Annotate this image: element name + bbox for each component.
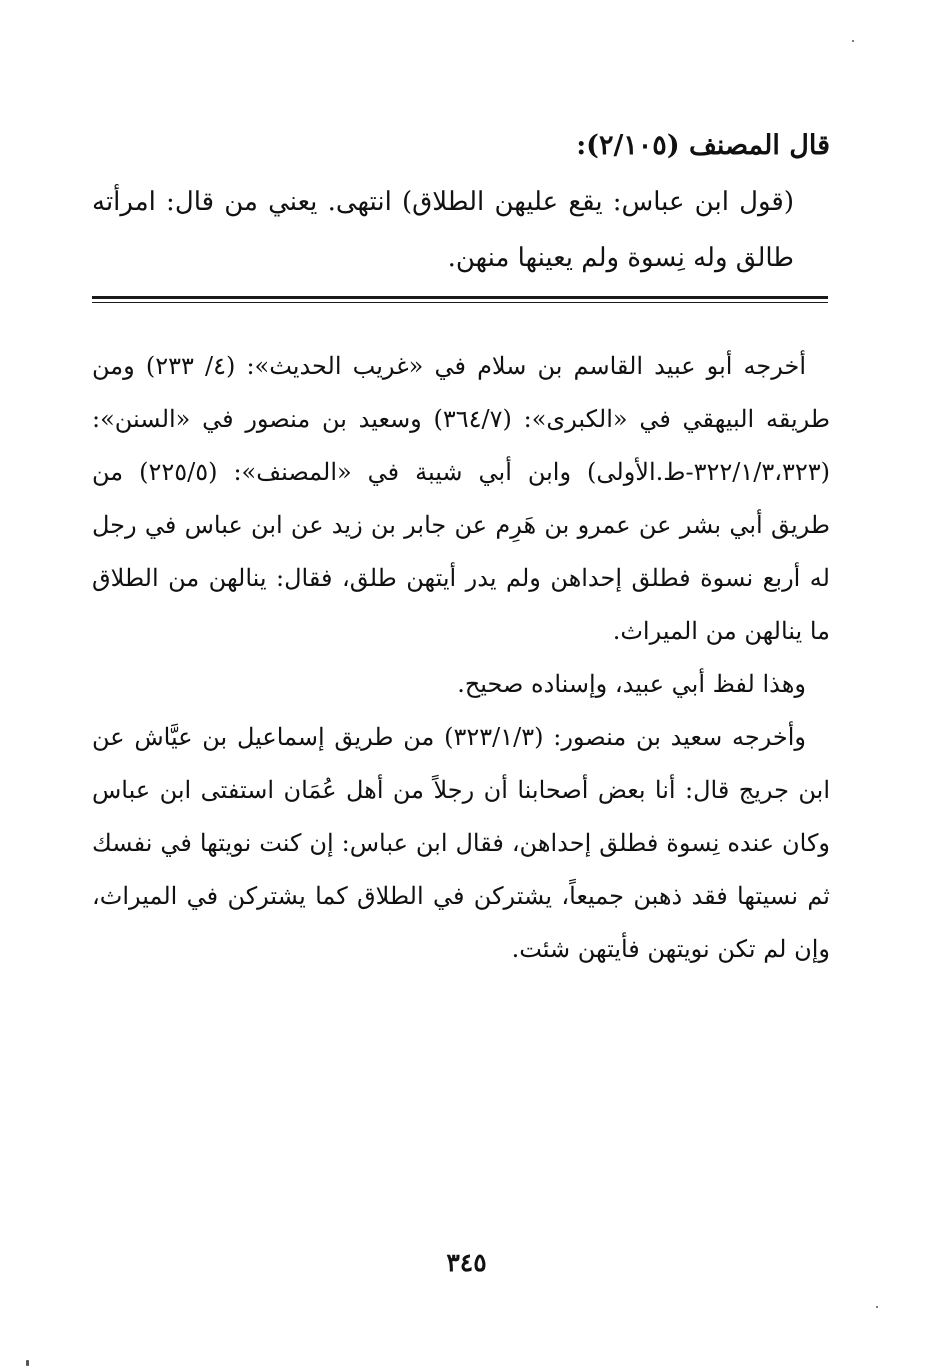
footnote-separator-thick	[92, 296, 828, 299]
footnote-separator-thin	[92, 302, 828, 303]
footnote-paragraph: وأخرجه سعيد بن منصور: (٣٢٣/١/٣) من طريق إسماعيل بن عيَّاش عن ابن جريج قال: أنا بعض أصحابنا أن رجلاً من أهل عُمَان استفتى ابن عباس وكان عنده نِسوة فطلق إحداهن، فقال ابن عباس: إن كنت نويتها في نفسك ثم نسيتها فقد ذهبن جميعاً، يشتركن في الطلاق كما يشتركن في الميراث، وإن لم تكن نويتهن فأيتهن شئت.	[92, 723, 830, 963]
scan-speck	[876, 1306, 878, 1308]
section-heading: قال المصنف (٢/١٠٥):	[576, 130, 830, 161]
scan-speck	[852, 40, 854, 42]
page-number: ٣٤٥	[446, 1248, 487, 1277]
scan-speck	[26, 1360, 29, 1366]
footnotes	[92, 340, 830, 976]
footnote-paragraph: أخرجه أبو عبيد القاسم بن سلام في «غريب الحديث»: (٤/ ٢٣٣) ومن طريقه البيهقي في «الكبرى»: (٣٦٤/٧) وسعيد بن منصور في «السنن»: (٣٢٢/١/٣،٣٢٣-ط.الأولى) وابن أبي شيبة في «المصنف»: (٢٢٥/٥) من طريق أبي بشر عن عمرو بن هَرِم عن جابر بن زيد عن ابن عباس في رجل له أربع نسوة فطلق إحداهن ولم يدر أيتهن طلق، فقال: ينالهن من الطلاق ما ينالهن من الميراث.	[92, 352, 830, 645]
quoted-text: (قول ابن عباس: يقع عليهن الطلاق) انتهى. يعني من قال: امرأته طالق وله نِسوة ولم يعينها منهن.	[92, 187, 794, 273]
footnote-paragraph: وهذا لفظ أبي عبيد، وإسناده صحيح.	[457, 670, 806, 698]
